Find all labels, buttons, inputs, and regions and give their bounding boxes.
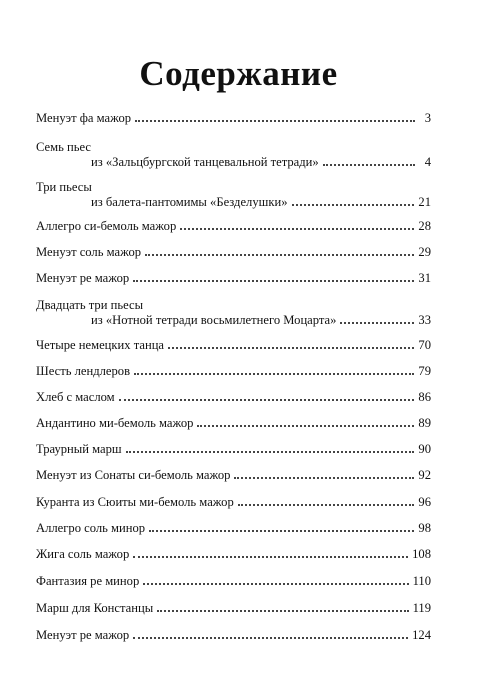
dot-leader bbox=[157, 609, 408, 612]
dot-leader bbox=[340, 321, 414, 324]
entry-title: Андантино ми-бемоль мажор bbox=[36, 416, 194, 430]
entry-title: Хлеб с маслом bbox=[36, 390, 115, 404]
dot-leader bbox=[323, 163, 415, 166]
toc-entry bbox=[36, 442, 431, 457]
dot-leader bbox=[292, 203, 415, 206]
dot-leader bbox=[126, 450, 415, 453]
entry-page: 21 bbox=[418, 195, 431, 209]
entry-page: 28 bbox=[418, 219, 431, 233]
dot-leader bbox=[133, 636, 408, 639]
toc-entry bbox=[36, 271, 431, 286]
entry-subtitle: из «Нотной тетради восьмилетнего Моцарта» bbox=[91, 313, 337, 327]
entry-page: 108 bbox=[412, 547, 431, 561]
dot-leader bbox=[145, 253, 414, 256]
entry-title: Менуэт ре мажор bbox=[36, 271, 130, 285]
toc-entry bbox=[36, 628, 431, 643]
entry-title: Двадцать три пьесы bbox=[36, 298, 144, 312]
entry-page: 31 bbox=[418, 271, 431, 285]
entry-title: Три пьесы bbox=[36, 180, 92, 194]
toc-entry bbox=[36, 338, 431, 353]
entry-page: 92 bbox=[418, 468, 431, 482]
entry-title: Аллегро си-бемоль мажор bbox=[36, 219, 177, 233]
dot-leader bbox=[135, 119, 415, 122]
toc-entry bbox=[36, 245, 431, 260]
dot-leader bbox=[238, 503, 415, 506]
dot-leader bbox=[149, 529, 414, 532]
toc-entry bbox=[36, 219, 431, 234]
entry-subtitle: из балета-пантомимы «Безделушки» bbox=[91, 195, 288, 209]
entry-page: 96 bbox=[418, 495, 431, 509]
entry-page: 4 bbox=[424, 155, 431, 169]
entry-page: 98 bbox=[418, 521, 431, 535]
entry-title: Менуэт фа мажор bbox=[36, 111, 132, 125]
page-title: Содержание bbox=[139, 54, 338, 93]
toc-entry bbox=[36, 111, 431, 126]
entry-page: 3 bbox=[424, 111, 431, 125]
entry-title: Марш для Констанцы bbox=[36, 601, 154, 615]
dot-leader bbox=[180, 227, 414, 230]
dot-leader bbox=[134, 372, 414, 375]
entry-page: 29 bbox=[418, 245, 431, 259]
entry-page: 119 bbox=[412, 601, 431, 615]
entry-title: Аллегро соль минор bbox=[36, 521, 146, 535]
toc-entry bbox=[36, 547, 431, 562]
dot-leader bbox=[197, 424, 414, 427]
toc-entry bbox=[36, 521, 431, 536]
dot-leader bbox=[168, 346, 414, 349]
toc-entry bbox=[36, 601, 431, 616]
toc-entry bbox=[36, 468, 431, 483]
entry-title: Менуэт ре мажор bbox=[36, 628, 130, 642]
toc-entry bbox=[36, 390, 431, 405]
entry-page: 90 bbox=[418, 442, 431, 456]
entry-subtitle: из «Зальцбургской танцевальной тетради» bbox=[91, 155, 319, 169]
entry-title: Менуэт из Сонаты си-бемоль мажор bbox=[36, 468, 231, 482]
toc-entry bbox=[36, 416, 431, 431]
entry-title: Четыре немецких танца bbox=[36, 338, 165, 352]
dot-leader bbox=[234, 476, 414, 479]
entry-title: Траурный марш bbox=[36, 442, 122, 456]
entry-page: 89 bbox=[418, 416, 431, 430]
toc-entry bbox=[36, 140, 431, 170]
dot-leader bbox=[133, 555, 408, 558]
entry-page: 33 bbox=[418, 313, 431, 327]
toc-entry bbox=[36, 495, 431, 510]
entry-page: 110 bbox=[412, 574, 431, 588]
entry-title: Фантазия ре минор bbox=[36, 574, 140, 588]
entry-title: Менуэт соль мажор bbox=[36, 245, 142, 259]
entry-page: 79 bbox=[418, 364, 431, 378]
entry-page: 124 bbox=[412, 628, 431, 642]
toc-entry bbox=[36, 574, 431, 589]
dot-leader bbox=[133, 279, 414, 282]
toc-entry bbox=[36, 298, 431, 328]
entry-title: Шесть лендлеров bbox=[36, 364, 131, 378]
dot-leader bbox=[119, 398, 415, 401]
entry-title: Куранта из Сюиты ми-бемоль мажор bbox=[36, 495, 234, 509]
toc-entry bbox=[36, 364, 431, 379]
entry-title: Жига соль мажор bbox=[36, 547, 130, 561]
entry-page: 70 bbox=[418, 338, 431, 352]
entry-title: Семь пьес bbox=[36, 140, 91, 154]
toc-entry bbox=[36, 180, 431, 210]
dot-leader bbox=[143, 582, 408, 585]
entry-page: 86 bbox=[418, 390, 431, 404]
